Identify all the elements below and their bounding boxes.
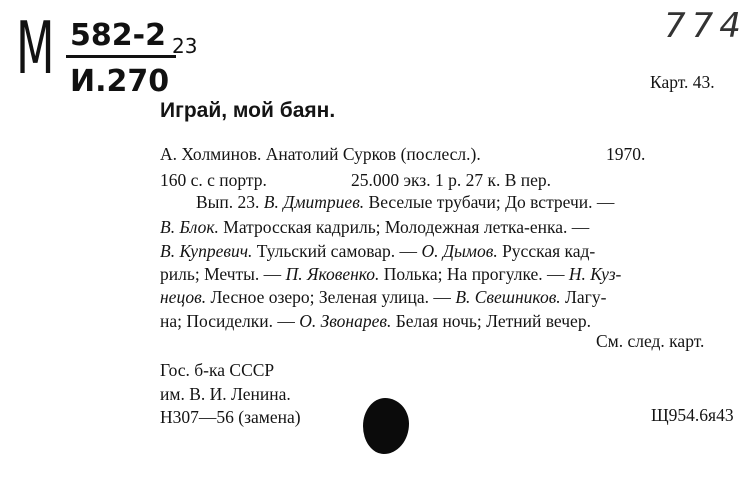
composer-name: П. Яковенко. bbox=[285, 264, 380, 284]
composer-name: нецов. bbox=[160, 287, 207, 307]
contents-line-3 bbox=[160, 243, 595, 261]
composer-name: О. Звонарев. bbox=[299, 311, 392, 331]
authors-line: А. Холминов. Анатолий Сурков (послесл.). bbox=[160, 144, 481, 164]
copies-price-line: 25.000 экз. 1 р. 27 к. В пер. bbox=[351, 170, 552, 190]
composer-name: О. Дымов. bbox=[421, 241, 498, 261]
publication-year: 1970. bbox=[606, 144, 646, 164]
composer-name: В. Блок. bbox=[160, 217, 219, 237]
composer-name: Н. Куз- bbox=[568, 264, 622, 284]
song-titles: Русская кад- bbox=[502, 241, 596, 261]
handwritten-call-number: 582-2 bbox=[70, 18, 166, 53]
handwritten-inventory-number: И.270 bbox=[70, 64, 170, 99]
contents-line-4 bbox=[160, 266, 621, 284]
see-next-card: См. след. карт. bbox=[596, 331, 705, 351]
contents-line-6 bbox=[160, 313, 591, 331]
library-line-1: Гос. б-ка СССР bbox=[160, 360, 275, 380]
issue-number: Вып. 23. bbox=[196, 192, 260, 212]
library-line-2: им. В. И. Ленина. bbox=[160, 384, 291, 404]
song-titles: Матросская кадриль; Молодежная летка-енка. — bbox=[223, 217, 590, 237]
composer-name: В. Купревич. bbox=[160, 241, 253, 261]
book-title: Играй, мой баян. bbox=[160, 99, 336, 122]
song-titles: Полька; На прогулке. — bbox=[383, 264, 565, 284]
pages-line: 160 с. с портр. bbox=[160, 170, 267, 190]
song-titles: риль; Мечты. — bbox=[160, 264, 282, 284]
composer-name: В. Дмитриев. bbox=[263, 192, 365, 212]
handwritten-call-letter: М bbox=[16, 6, 55, 90]
handwritten-top-right-number: 774 bbox=[664, 6, 747, 46]
contents-line-5 bbox=[160, 289, 606, 307]
song-titles: Веселые трубачи; До встречи. — bbox=[368, 192, 615, 212]
song-titles: Белая ночь; Летний вечер. bbox=[395, 311, 591, 331]
library-line-3: Н307—56 (замена) bbox=[160, 407, 301, 427]
call-number-underline bbox=[66, 55, 176, 58]
song-titles: Лесное озеро; Зеленая улица. — bbox=[210, 287, 451, 307]
contents-line-2 bbox=[160, 219, 589, 237]
composer-name: В. Свешников. bbox=[455, 287, 561, 307]
card-number-label: Карт. 43. bbox=[650, 72, 715, 92]
song-titles: Тульский самовар. — bbox=[256, 241, 418, 261]
contents-line-1 bbox=[196, 194, 614, 212]
classification-code: Щ954.6я43 bbox=[651, 405, 734, 425]
handwritten-call-sub: 23 bbox=[172, 34, 198, 58]
song-titles: Лагу- bbox=[565, 287, 607, 307]
song-titles: на; Посиделки. — bbox=[160, 311, 295, 331]
ink-blot bbox=[363, 398, 409, 454]
